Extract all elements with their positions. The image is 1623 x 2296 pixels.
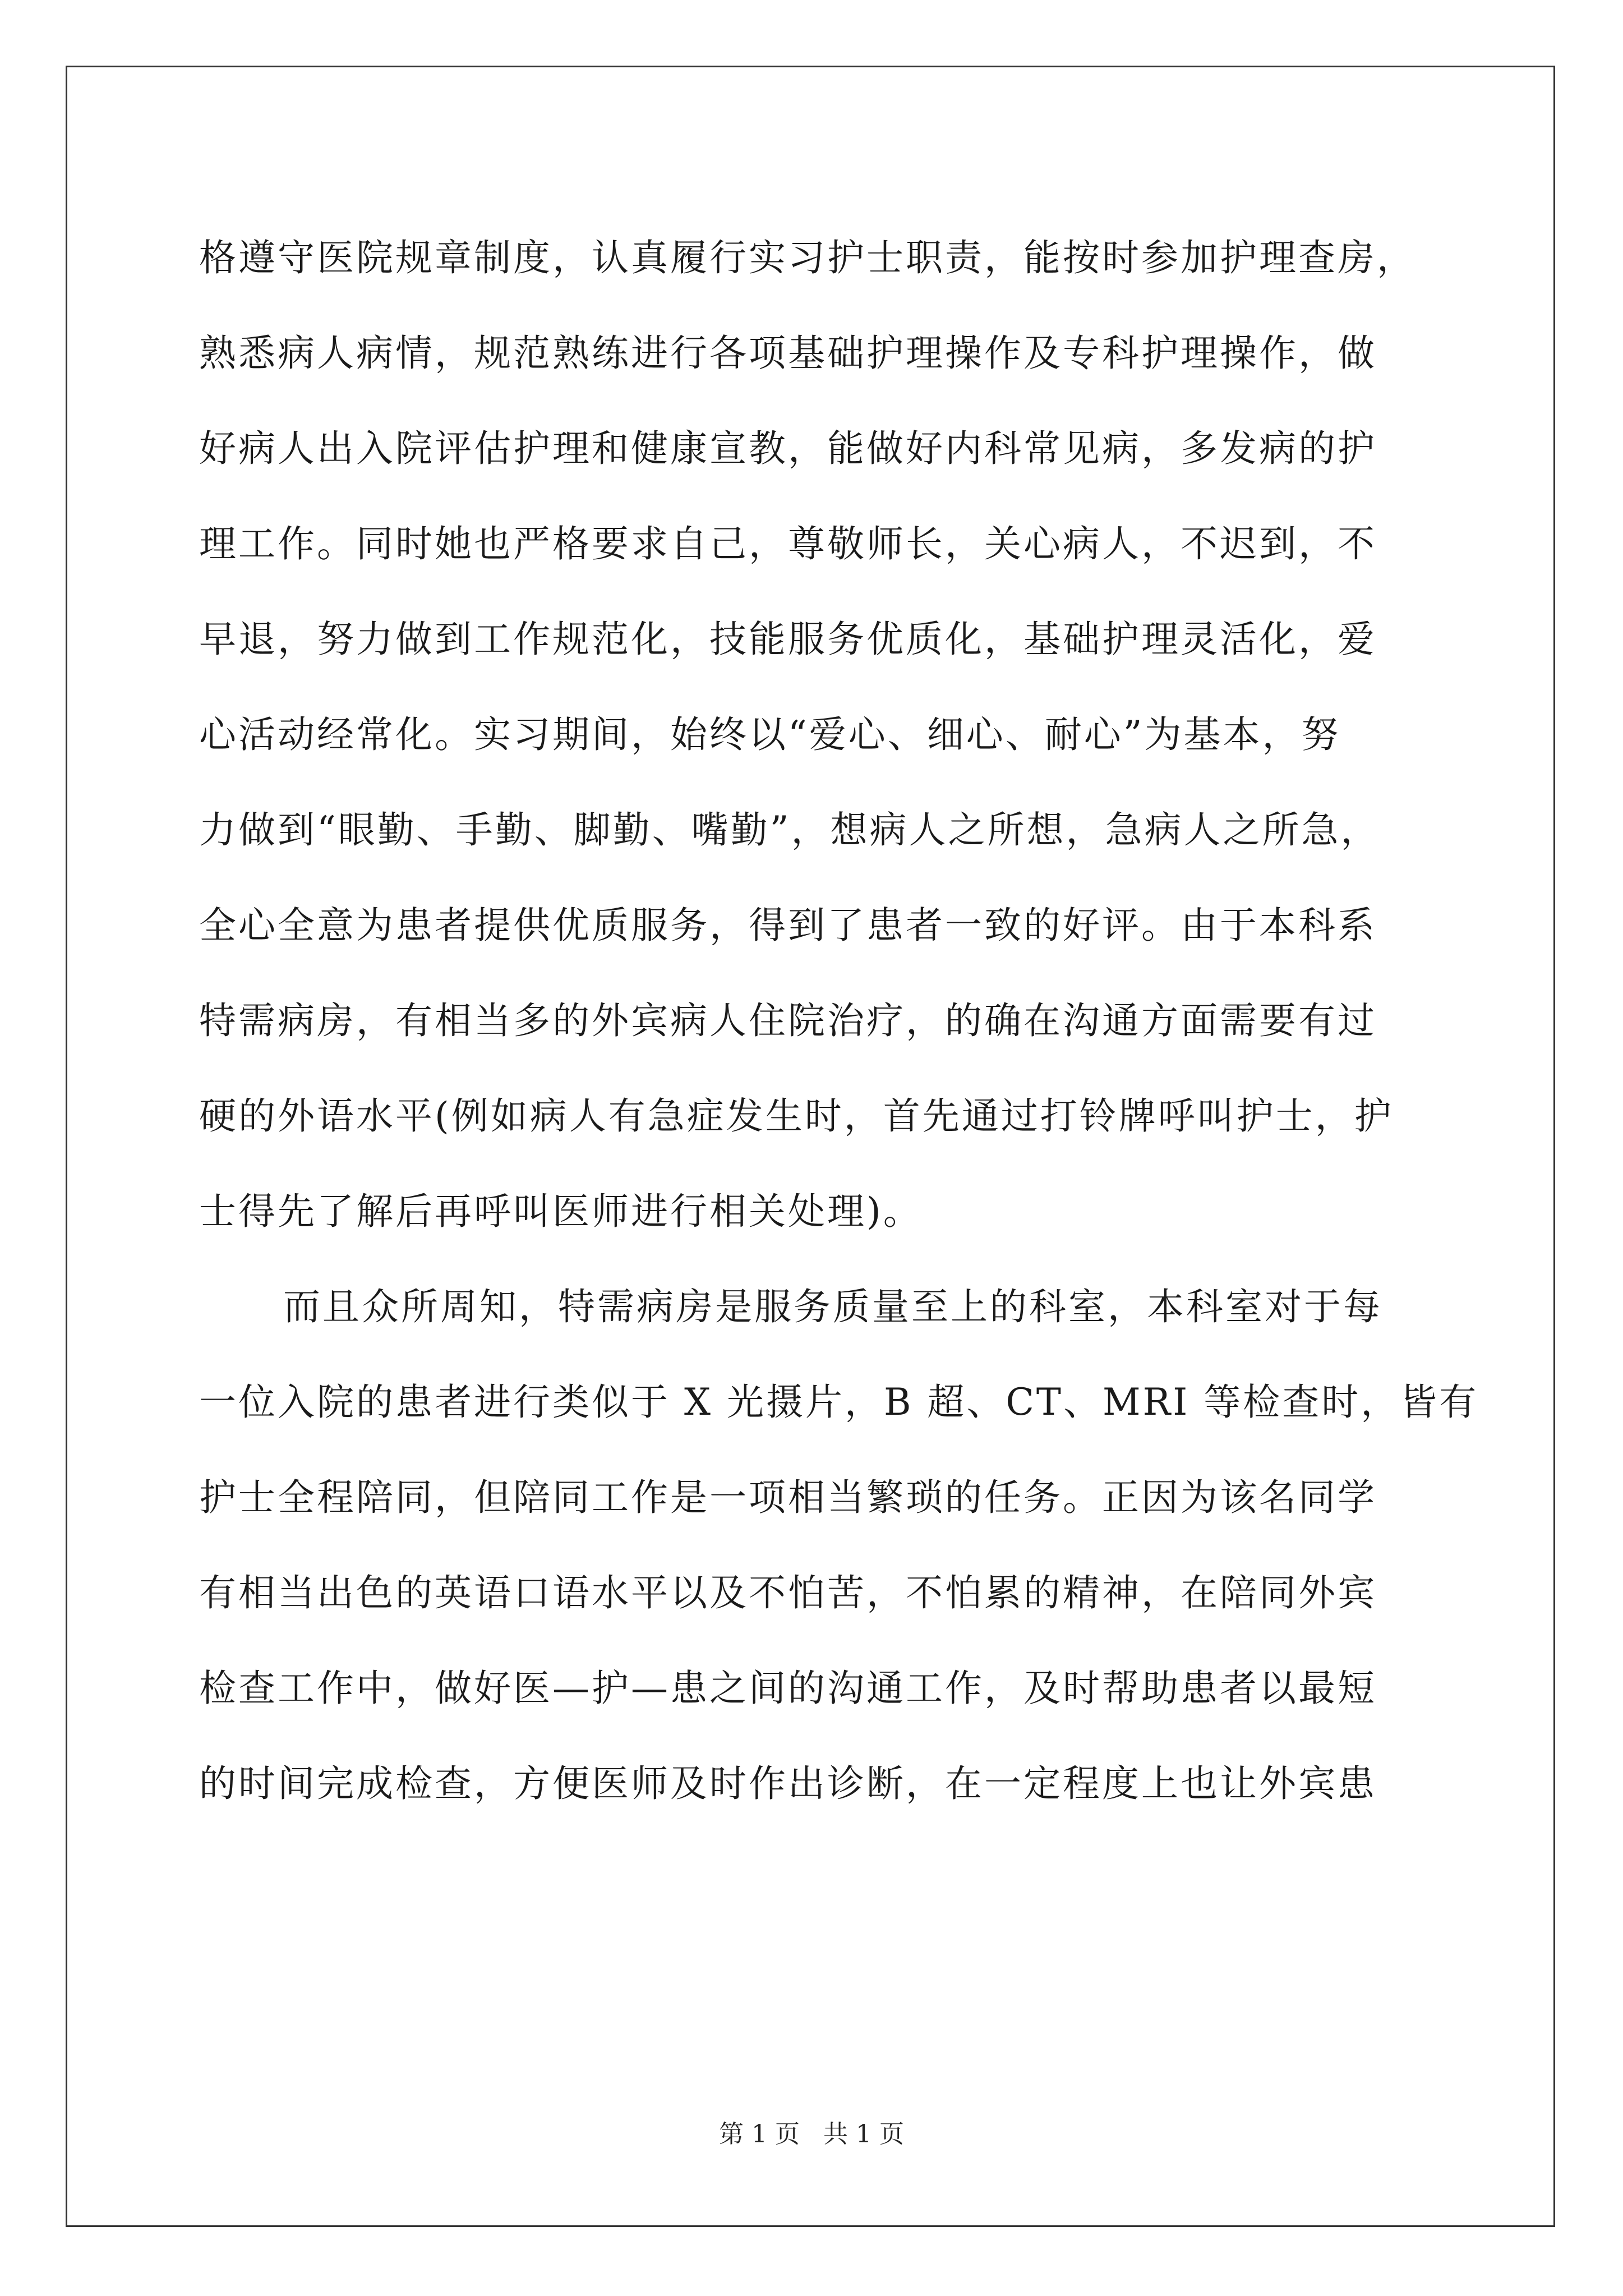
text-line: 好病人出入院评估护理和健康宣教，能做好内科常见病，多发病的护 — [199, 427, 1377, 470]
text-line: 心活动经常化。实习期间，始终以“爱心、细心、耐心”为基本，努 — [199, 713, 1341, 756]
text-line: 有相当出色的英语口语水平以及不怕苦，不怕累的精神，在陪同外宾 — [199, 1571, 1377, 1614]
paragraph-start-line: 而且众所周知，特需病房是服务质量至上的科室，本科室对于每 — [283, 1285, 1382, 1328]
page-footer: 第 1 页 共 1 页 — [719, 2120, 904, 2148]
text-line: 全心全意为患者提供优质服务，得到了患者一致的好评。由于本科系 — [199, 904, 1377, 947]
text-line: 士得先了解后再呼叫医师进行相关处理)。 — [199, 1190, 923, 1233]
text-line: 的时间完成检查，方便医师及时作出诊断，在一定程度上也让外宾患 — [199, 1762, 1377, 1805]
text-line: 力做到“眼勤、手勤、脚勤、嘴勤”，想病人之所想，急病人之所急， — [199, 808, 1380, 852]
text-line: 硬的外语水平(例如病人有急症发生时，首先通过打铃牌呼叫护士，护 — [199, 1094, 1394, 1138]
text-line: 早退，努力做到工作规范化，技能服务优质化，基础护理灵活化，爱 — [199, 618, 1377, 661]
text-line: 熟悉病人病情，规范熟练进行各项基础护理操作及专科护理操作，做 — [199, 332, 1377, 375]
text-line: 检查工作中，做好医—护—患之间的沟通工作，及时帮助患者以最短 — [199, 1667, 1377, 1710]
text-line: 格遵守医院规章制度，认真履行实习护士职责，能按时参加护理查房， — [199, 236, 1416, 279]
document-body — [199, 210, 1479, 1832]
text-line: 护士全程陪同，但陪同工作是一项相当繁琐的任务。正因为该名同学 — [199, 1476, 1377, 1519]
text-line: 理工作。同时她也严格要求自己，尊敬师长，关心病人，不迟到，不 — [199, 522, 1377, 565]
text-line: 一位入院的患者进行类似于 X 光摄片，B 超、CT、MRI 等检查时，皆有 — [199, 1381, 1479, 1424]
text-line: 特需病房，有相当多的外宾病人住院治疗，的确在沟通方面需要有过 — [199, 999, 1377, 1042]
